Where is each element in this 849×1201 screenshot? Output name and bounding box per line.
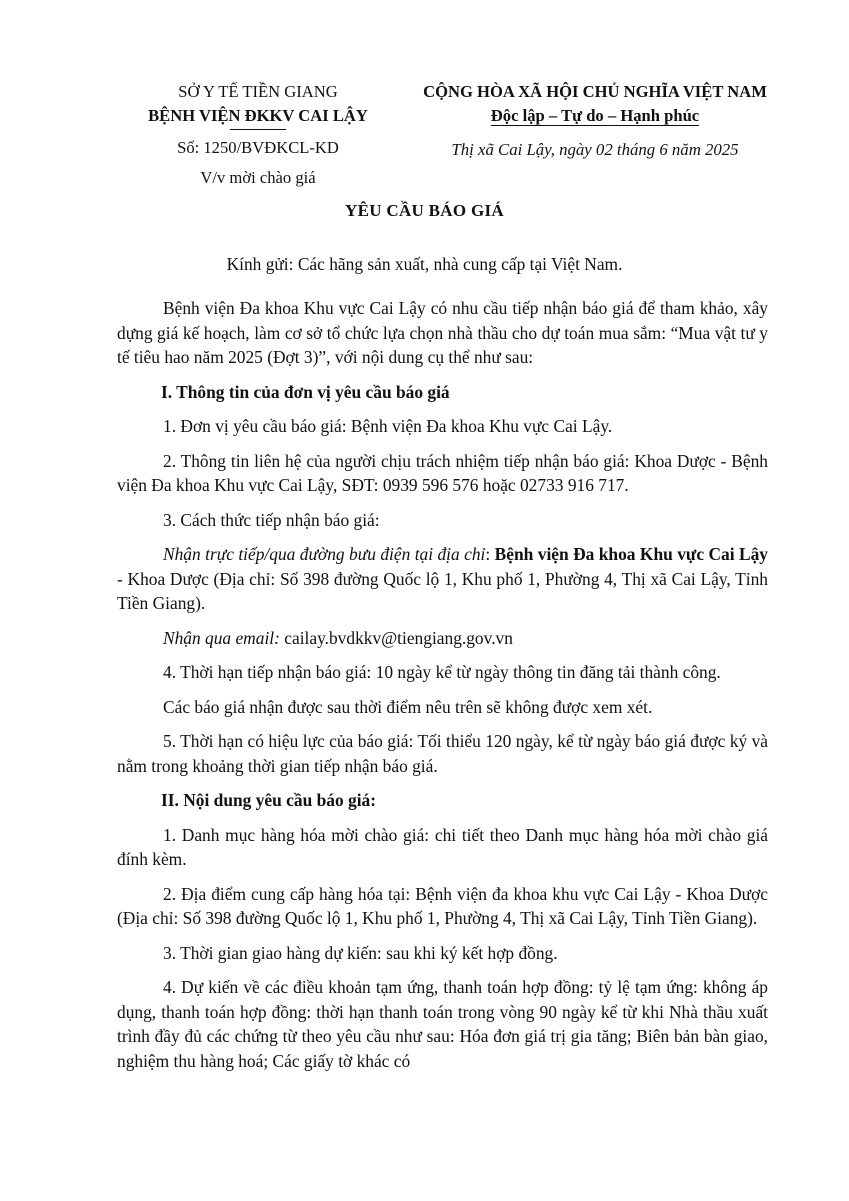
late-submission-note: Các báo giá nhận được sau thời điểm nêu trên sẽ không được xem xét. — [163, 696, 653, 717]
section2-heading: II. Nội dung yêu cầu báo giá: — [161, 790, 377, 810]
direct-delivery-label: Nhận trực tiếp/qua đường bưu điện tại địa chỉ — [163, 544, 486, 564]
recipient-line: Kính gửi: Các hãng sản xuất, nhà cung cấp tại Việt Nam. — [226, 254, 623, 274]
email-address: cailay.bvdkkv@tiengiang.gov.vn — [279, 627, 513, 648]
direct-delivery-address: - Khoa Dược (Địa chỉ: Số 398 đường Quốc lộ 1, Khu phố 1, Phường 4, Thị xã Cai Lậy, Tỉnh Tiền Giang). — [117, 568, 768, 613]
section2-item4: 4. Dự kiến về các điều khoản tạm ứng, thanh toán hợp đồng: tỷ lệ tạm ứng: không áp dụng, thanh toán hợp đồng: thời hạn thanh toán trong vòng 90 ngày kể từ khi Nhà thầu xuất trình đầy đủ các chứng từ theo yêu cầu như sau: Hóa đơn giá trị gia tăng; Biên bản bàn giao, nghiệm thu hàng hoá; Các giấy tờ khác có — [117, 977, 768, 1071]
section2-item3: 3. Thời gian giao hàng dự kiến: sau khi ký kết hợp đồng. — [163, 942, 558, 963]
section2-item1: 1. Danh mục hàng hóa mời chào giá: chi tiết theo Danh mục hàng hóa mời chào giá đính kèm. — [117, 824, 768, 869]
section1-item1: 1. Đơn vị yêu cầu báo giá: Bệnh viện Đa khoa Khu vực Cai Lậy. — [163, 416, 613, 436]
direct-delivery-paragraph — [117, 542, 768, 616]
header-underline-left — [230, 129, 286, 130]
section1-item5: 5. Thời hạn có hiệu lực của báo giá: Tối thiểu 120 ngày, kể từ ngày báo giá được ký và nằm trong khoảng thời gian tiếp nhận báo giá. — [117, 731, 768, 776]
section2-item2: 2. Địa điểm cung cấp hàng hóa tại: Bệnh viện đa khoa khu vực Cai Lậy - Khoa Dược (Địa chỉ: Số 398 đường Quốc lộ 1, Khu phố 1, Phường 4, Thị xã Cai Lậy, Tỉnh Tiền Giang). — [117, 883, 768, 928]
document-body — [117, 296, 768, 1083]
department-name: SỞ Y TẾ TIỀN GIANG — [178, 82, 338, 101]
nation-name: CỘNG HÒA XÃ HỘI CHỦ NGHĨA VIỆT NAM — [423, 82, 767, 101]
hospital-name: BỆNH VIỆN ĐKKV CAI LẬY — [148, 106, 368, 125]
national-header — [396, 80, 794, 162]
document-number: Số: 1250/BVĐKCL-KD — [177, 138, 339, 157]
issuer-block — [122, 80, 394, 190]
intro-paragraph: Bệnh viện Đa khoa Khu vực Cai Lậy có nhu cầu tiếp nhận báo giá để tham khảo, xây dựng giá kế hoạch, làm cơ sở tổ chức lựa chọn nhà thầu cho dự toán mua sắm: “Mua vật tư y tế tiêu hao năm 2025 (Đợt 3)”, với nội dung cụ thể như sau: — [117, 298, 768, 367]
section1-item4: 4. Thời hạn tiếp nhận báo giá: 10 ngày kể từ ngày thông tin đăng tải thành công. — [163, 662, 721, 682]
document-subject: V/v mời chào giá — [200, 168, 316, 187]
document-title: YÊU CẦU BÁO GIÁ — [345, 201, 504, 220]
national-motto: Độc lập – Tự do – Hạnh phúc — [490, 106, 700, 125]
section1-item2: 2. Thông tin liên hệ của người chịu trách nhiệm tiếp nhận báo giá: Khoa Dược - Bệnh viện Đa khoa Khu vực Cai Lậy, SĐT: 0939 596 576 hoặc 02733 916 717. — [117, 450, 768, 495]
email-label: Nhận qua email: — [163, 627, 280, 648]
direct-delivery-colon: : — [485, 544, 495, 564]
email-paragraph — [117, 626, 768, 651]
direct-delivery-hospital: Bệnh viện Đa khoa Khu vực Cai Lậy — [494, 544, 768, 564]
document-date: Thị xã Cai Lậy, ngày 02 tháng 6 năm 2025 — [451, 140, 739, 159]
section1-heading: I. Thông tin của đơn vị yêu cầu báo giá — [161, 381, 450, 402]
section1-item3: 3. Cách thức tiếp nhận báo giá: — [163, 509, 380, 530]
